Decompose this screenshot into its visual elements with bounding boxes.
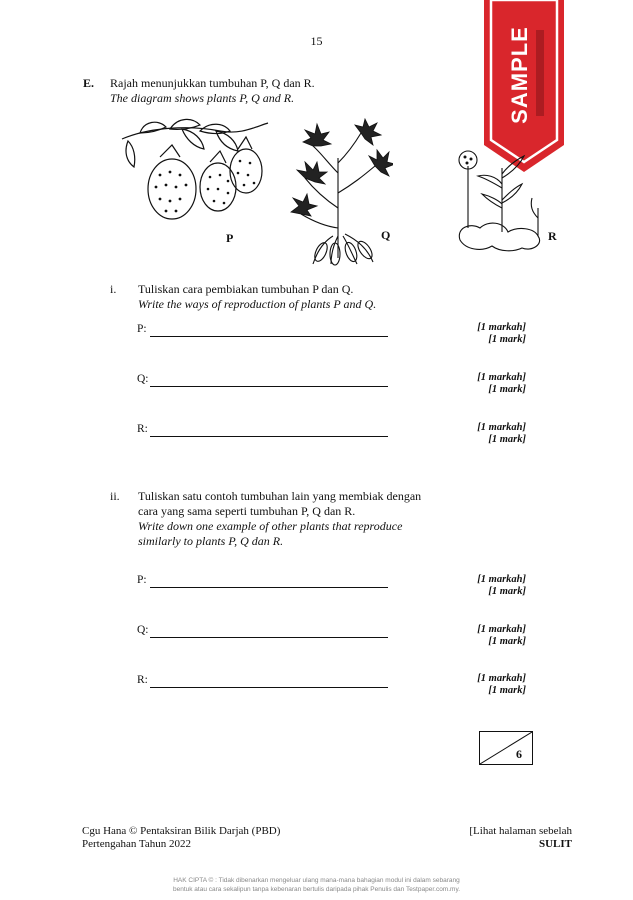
mark-en: [1 mark] xyxy=(488,434,526,445)
answer-label: Q: xyxy=(137,373,149,385)
mark-allocation xyxy=(440,673,526,697)
mark-en: [1 mark] xyxy=(488,685,526,696)
answer-line[interactable] xyxy=(150,687,388,688)
diagonal-line-icon xyxy=(480,732,532,764)
part-i-text-ms: Tuliskan cara pembiakan tumbuhan P dan Q. xyxy=(138,282,354,296)
page-number: 15 xyxy=(310,34,323,48)
part-ii-number: ii. xyxy=(110,489,120,503)
score-box xyxy=(479,731,533,765)
answer-line[interactable] xyxy=(150,637,388,638)
part-ii-question xyxy=(138,489,421,549)
sample-badge xyxy=(484,0,564,172)
mark-ms: [1 markah] xyxy=(477,322,526,333)
mark-ms: [1 markah] xyxy=(477,624,526,635)
plant-p-label: P xyxy=(226,231,234,245)
mark-allocation xyxy=(440,422,526,446)
question-text-en: The diagram shows plants P, Q and R. xyxy=(110,91,295,105)
mark-ms: [1 markah] xyxy=(477,574,526,585)
answer-line[interactable] xyxy=(150,436,388,437)
part-ii-text-ms-1: Tuliskan satu contoh tumbuhan lain yang membiak dengan xyxy=(138,489,422,503)
footer-author: Cgu Hana © Pentaksiran Bilik Darjah (PBD) xyxy=(82,825,281,837)
ginger-icon xyxy=(452,148,548,252)
copyright-notice xyxy=(0,876,633,894)
part-ii-text-ms-2: cara yang sama seperti tumbuhan P, Q dan R. xyxy=(138,504,356,518)
answer-line[interactable] xyxy=(150,336,388,337)
footer-sulit: SULIT xyxy=(538,838,572,850)
copyright-line-2: bentuk atau cara sekalipun tanpa kebenaran bertulis daripada pihak Penulis dan Testpaper.com.my. xyxy=(172,886,461,893)
mark-en: [1 mark] xyxy=(488,334,526,345)
answer-label: R: xyxy=(137,423,148,435)
mark-allocation xyxy=(440,574,526,598)
score-total: 6 xyxy=(516,747,522,761)
mark-ms: [1 markah] xyxy=(477,422,526,433)
part-ii-text-en-2: similarly to plants P, Q dan R. xyxy=(138,534,284,548)
part-i-question xyxy=(138,282,376,312)
mark-ms: [1 markah] xyxy=(477,673,526,684)
sample-text: SAMPLE xyxy=(507,26,532,124)
footer-term: Pertengahan Tahun 2022 xyxy=(82,838,192,850)
part-i-text-en: Write the ways of reproduction of plants P and Q. xyxy=(138,297,377,311)
question-label: E. xyxy=(83,76,95,90)
answer-label: Q: xyxy=(137,624,149,636)
pineapple-icon xyxy=(120,117,270,227)
question-text-ms: Rajah menunjukkan tumbuhan P, Q dan R. xyxy=(110,76,315,90)
answer-label: P: xyxy=(137,574,147,586)
answer-line[interactable] xyxy=(150,587,388,588)
footer-left xyxy=(82,825,280,851)
sweet-potato-icon xyxy=(283,118,393,266)
mark-en: [1 mark] xyxy=(488,636,526,647)
part-i-number: i. xyxy=(110,282,117,296)
answer-line[interactable] xyxy=(150,386,388,387)
mark-allocation xyxy=(440,372,526,396)
mark-allocation xyxy=(440,322,526,346)
question-text xyxy=(110,76,315,106)
footer-right xyxy=(420,825,572,851)
answer-label: P: xyxy=(137,323,147,335)
answer-label: R: xyxy=(137,674,148,686)
mark-en: [1 mark] xyxy=(488,586,526,597)
part-ii-text-en-1: Write down one example of other plants that reproduce xyxy=(138,519,403,533)
copyright-line-1: HAK CIPTA © : Tidak dibenarkan mengeluar ulang mana-mana bahagian modul ini dalam sebarang xyxy=(173,877,460,884)
plant-q-label: Q xyxy=(381,228,391,242)
mark-allocation xyxy=(440,624,526,648)
mark-en: [1 mark] xyxy=(488,384,526,395)
mark-ms: [1 markah] xyxy=(477,372,526,383)
footer-next-page: [Lihat halaman sebelah xyxy=(469,825,572,837)
plant-r-label: R xyxy=(548,229,557,243)
